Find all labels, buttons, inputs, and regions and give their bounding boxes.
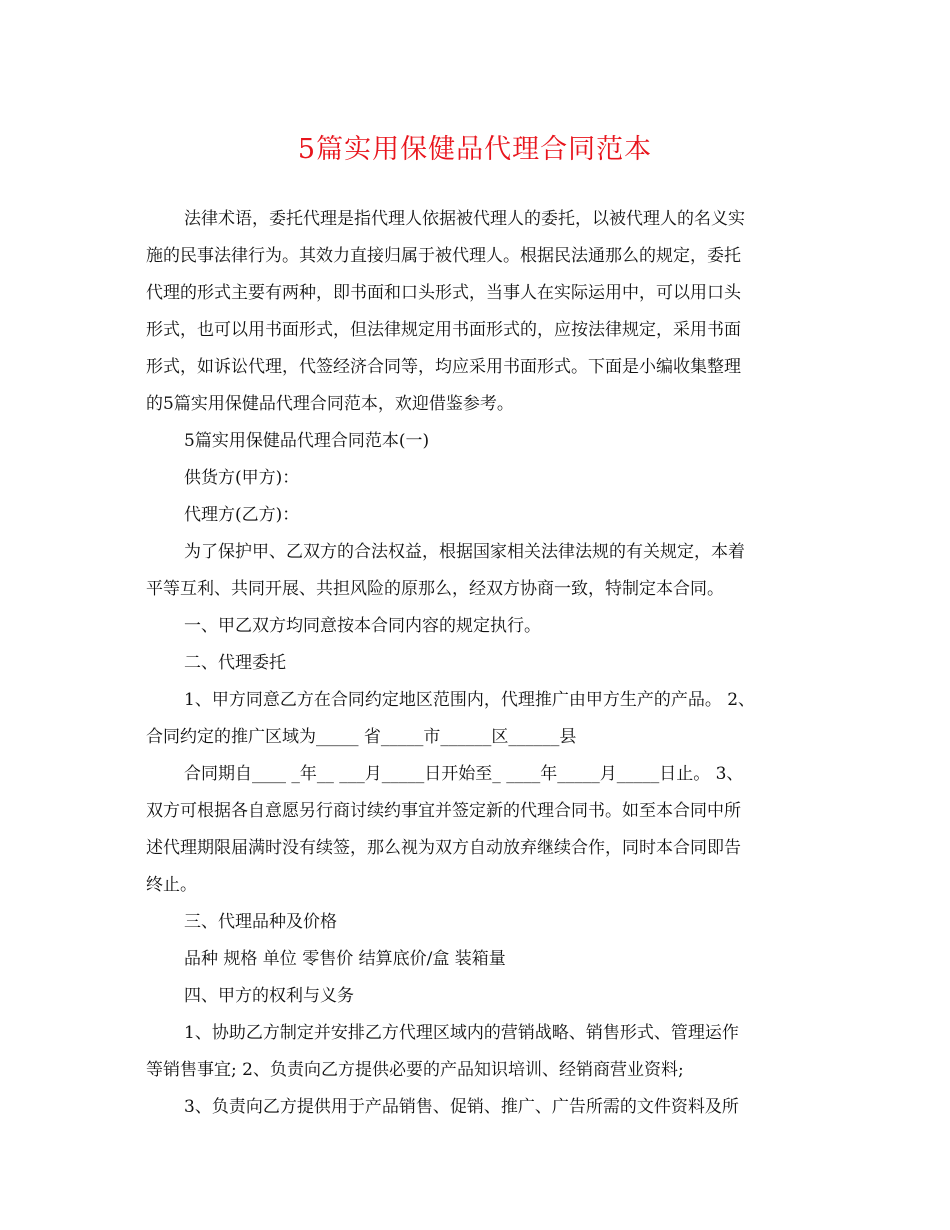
paragraph-line: 的5篇实用保健品代理合同范本，欢迎借鉴参考。: [146, 394, 514, 414]
paragraph-line: 平等互利、共同开展、共担风险的原那么，经双方协商一致，特制定本合同。: [146, 579, 724, 599]
clause-line: 1、协助乙方制定并安排乙方代理区域内的营销战略、销售形式、管理运作: [184, 1023, 739, 1043]
paragraph-line: 施的民事法律行为。其效力直接归属于被代理人。根据民法通那么的规定，委托: [146, 246, 741, 266]
clause-line: 3、负责向乙方提供用于产品销售、促销、推广、广告所需的文件资料及所: [184, 1097, 739, 1117]
clause-line: 合同约定的推广区域为_____ 省_____市______区______县: [146, 727, 577, 747]
clause-line: 述代理期限届满时没有续签，那么视为双方自动放弃继续合作，同时本合同即告: [146, 838, 741, 858]
clause-heading: 四、甲方的权利与义务: [184, 986, 354, 1006]
paragraph-line: 法律术语，委托代理是指代理人依据被代理人的委托，以被代理人的名义实: [184, 209, 745, 229]
supplier-label: 供货方(甲方)：: [184, 468, 300, 488]
paragraph-line: 形式，如诉讼代理，代签经济合同等，均应采用书面形式。下面是小编收集整理: [146, 357, 741, 377]
paragraph-line: 为了保护甲、乙双方的合法权益，根据国家相关法律法规的有关规定，本着: [184, 542, 745, 562]
clause-line: 终止。: [146, 875, 197, 895]
clause-line: 双方可根据各自意愿另行商讨续约事宜并签定新的代理合同书。如至本合同中所: [146, 801, 741, 821]
clause-line: 1、甲方同意乙方在合同约定地区范围内，代理推广由甲方生产的产品。 2、: [184, 690, 756, 710]
clause-line: 合同期自____ _年__ ___月_____日开始至_ ____年_____月_____日止。 3、: [184, 764, 744, 784]
section-heading: 5篇实用保健品代理合同范本(一): [184, 431, 430, 451]
paragraph-line: 形式，也可以用书面形式，但法律规定用书面形式的，应按法律规定，采用书面: [146, 320, 741, 340]
table-header-line: 品种 规格 单位 零售价 结算底价/盒 装箱量: [184, 949, 506, 969]
clause-heading: 二、代理委托: [184, 653, 286, 673]
clause-line: 等销售事宜; 2、负责向乙方提供必要的产品知识培训、经销商营业资料;: [146, 1060, 684, 1080]
clause-line: 一、甲乙双方均同意按本合同内容的规定执行。: [184, 616, 541, 636]
clause-heading: 三、代理品种及价格: [184, 912, 337, 932]
document-title: 5篇实用保健品代理合同范本: [297, 134, 653, 165]
paragraph-line: 代理的形式主要有两种，即书面和口头形式，当事人在实际运用中，可以用口头: [146, 283, 741, 303]
agent-label: 代理方(乙方)：: [184, 505, 300, 525]
document-body: [146, 201, 802, 1126]
